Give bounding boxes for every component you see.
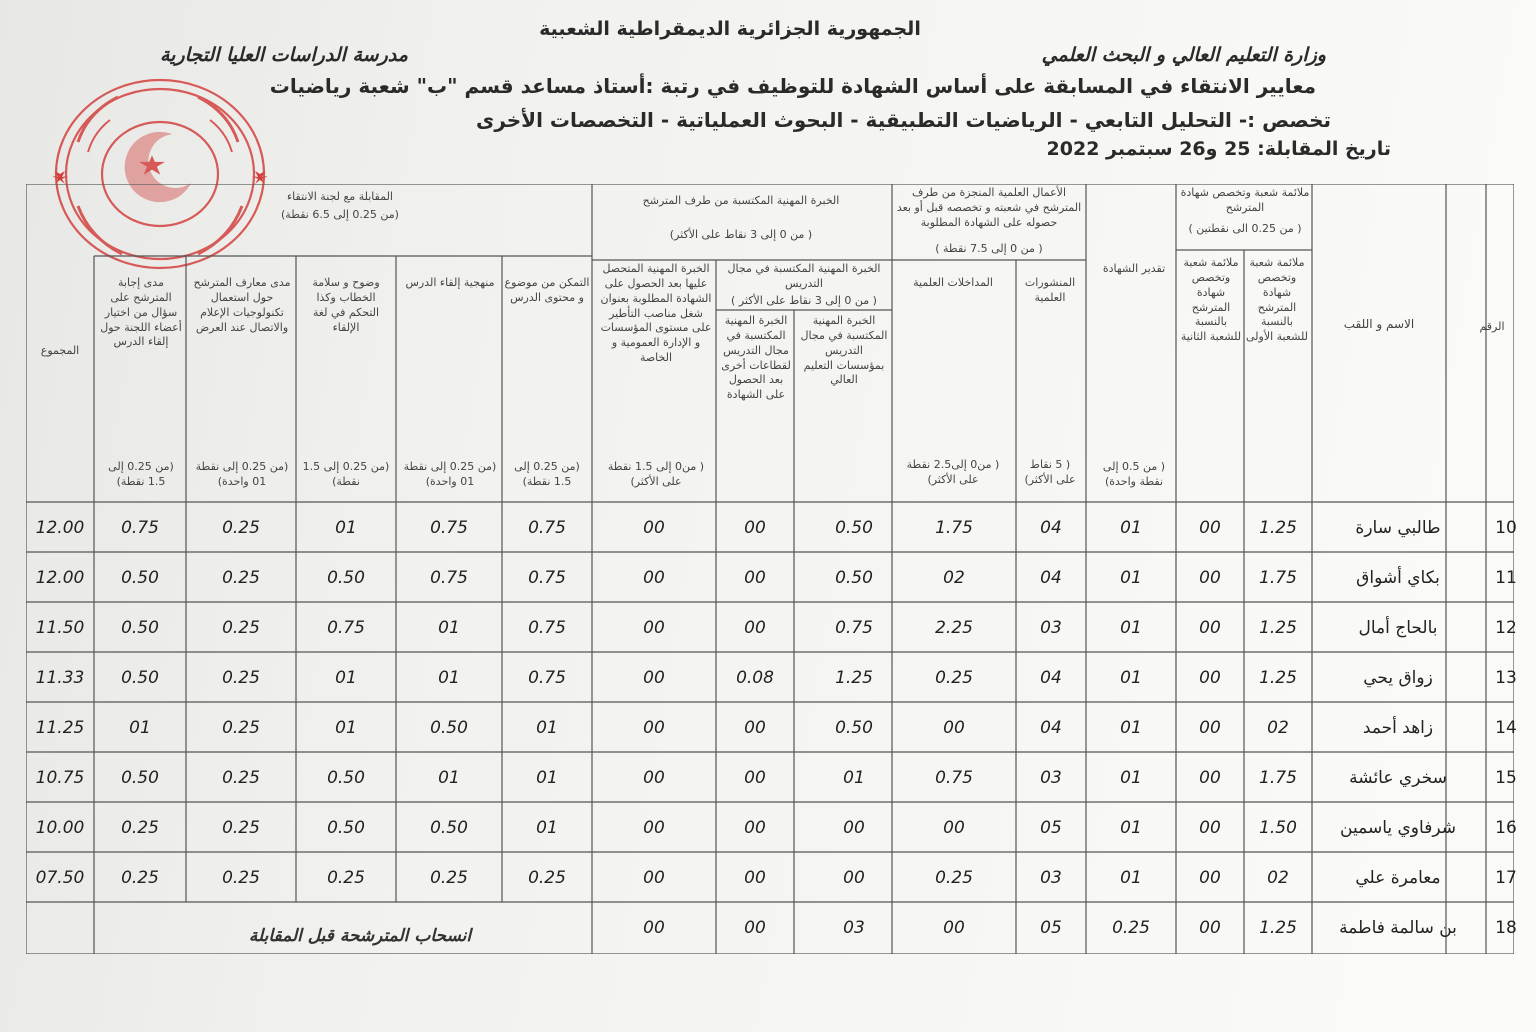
score-teach-other: 00 (744, 818, 766, 838)
score-rel1: 1.25 (1259, 518, 1297, 538)
score-pub: 03 (1040, 868, 1062, 888)
candidate-number: 15 (1495, 768, 1517, 788)
score-rel1: 1.50 (1259, 818, 1297, 838)
score-inter: 00 (943, 918, 965, 938)
score-grade: 01 (1120, 768, 1142, 788)
candidate-name: سخري عائشة (1349, 768, 1447, 788)
score-grade: 01 (1120, 868, 1142, 888)
candidate-number: 16 (1495, 818, 1517, 838)
score-inter: 00 (943, 718, 965, 738)
score-prof: 00 (643, 668, 665, 688)
score-inter: 0.25 (935, 868, 973, 888)
score-pub: 04 (1040, 518, 1062, 538)
col-interview-range: (من 0.25 إلى 6.5 نقطة) (281, 208, 399, 221)
candidate-number: 18 (1495, 918, 1517, 938)
withdrawn-note: انسحاب المترشحة قبل المقابلة (248, 926, 472, 946)
candidate-number: 17 (1495, 868, 1517, 888)
col-experience-group: الخبرة المهنية المكتسبة من طرف المترشح (642, 194, 840, 207)
col-publications: المنشورات العلمية (1024, 276, 1076, 304)
col-grade: تقدير الشهادة (1102, 262, 1166, 275)
score-prof: 00 (643, 918, 665, 938)
score-method: 01 (438, 768, 460, 788)
score-inter: 00 (943, 818, 965, 838)
col-clarity: وضوح و سلامة الخطاب وكذا التحكم في لغة الإلقاء (312, 276, 380, 334)
score-method: 0.75 (430, 568, 468, 588)
score-total: 10.75 (35, 768, 85, 788)
score-teach-other: 00 (744, 568, 766, 588)
score-total: 11.50 (35, 618, 85, 638)
col-name: الاسم و اللقب (1343, 317, 1415, 331)
score-ict: 0.25 (222, 618, 260, 638)
score-teach-high: 0.50 (835, 718, 873, 738)
candidate-number: 10 (1495, 518, 1517, 538)
score-mastery: 0.75 (528, 518, 566, 538)
col-relevance-second: ملائمة شعبة وتخصص شهادة المترشح بالنسبة للشعبة الثانية (1180, 256, 1242, 344)
score-rel2: 00 (1199, 618, 1221, 638)
score-ict: 0.25 (222, 868, 260, 888)
score-method: 0.25 (430, 868, 468, 888)
score-clarity: 01 (335, 518, 357, 538)
score-answers: 01 (129, 718, 151, 738)
col-publications-range: ( 5 نقاط على الأكثر) (1024, 458, 1076, 486)
col-relevance-first: ملائمة شعبة وتخصص شهادة المترشح بالنسبة للشعبة الأولى (1246, 256, 1308, 344)
score-rel2: 00 (1199, 518, 1221, 538)
score-total: 11.25 (35, 718, 85, 738)
col-teaching-higher: الخبرة المهنية المكتسبة في مجال التدريس بمؤسسات التعليم العالي (800, 314, 888, 387)
score-rel2: 00 (1199, 768, 1221, 788)
score-method: 0.50 (430, 818, 468, 838)
score-pub: 04 (1040, 668, 1062, 688)
score-answers: 0.25 (121, 868, 159, 888)
score-rel2: 00 (1199, 668, 1221, 688)
score-clarity: 0.50 (327, 768, 365, 788)
score-clarity: 0.75 (327, 618, 365, 638)
col-professional: الخبرة المهنية المتحصل عليها بعد الحصول على الشهادة المطلوبة بعنوان شغل مناصب التأطير على مستوى المؤسسات و الإدارة العمومية و الخاصة (600, 262, 712, 365)
score-rel1: 1.75 (1259, 768, 1297, 788)
score-rel1: 1.25 (1259, 618, 1297, 638)
col-teaching-other: الخبرة المهنية المكتسبة في مجال التدريس لقطاعات أخرى بعد الحصول على الشهادة (721, 314, 791, 402)
interview-date: تاريخ المقابلة: 25 و26 سبتمبر 2022 (1046, 138, 1391, 160)
score-teach-high: 01 (843, 768, 865, 788)
score-mastery: 0.75 (528, 568, 566, 588)
col-total: المجموع (40, 344, 80, 357)
score-rel1: 1.75 (1259, 568, 1297, 588)
col-relevance-group: ملائمة شعبة وتخصص شهادة المترشح (1180, 186, 1310, 214)
candidate-name: طالبي سارة (1355, 518, 1441, 538)
score-inter: 2.25 (935, 618, 973, 638)
col-answers: مدى إجابة المترشح على سؤال من اختيار أعضاء اللجنة حول إلقاء الدرس (100, 276, 182, 349)
col-professional-range: ( من0 إلى 1.5 نقطة على الأكثر) (607, 460, 705, 488)
col-answers-range: (من 0.25 إلى 1.5 نقطة) (108, 460, 174, 488)
candidate-name: بن سالمة فاطمة (1339, 918, 1457, 938)
score-ict: 0.25 (222, 668, 260, 688)
score-rel2: 00 (1199, 868, 1221, 888)
score-pub: 05 (1040, 818, 1062, 838)
score-prof: 00 (643, 818, 665, 838)
score-answers: 0.75 (121, 518, 159, 538)
score-mastery: 0.75 (528, 668, 566, 688)
col-mastery-range: (من 0.25 إلى 1.5 نقطة) (514, 460, 580, 488)
score-clarity: 01 (335, 718, 357, 738)
score-prof: 00 (643, 768, 665, 788)
score-rel1: 02 (1267, 718, 1289, 738)
col-clarity-range: (من 0.25 إلى 1.5 نقطة) (302, 460, 390, 488)
score-teach-other: 00 (744, 618, 766, 638)
score-teach-high: 1.25 (835, 668, 873, 688)
ministry-title: وزارة التعليم العالي و البحث العلمي (1041, 44, 1326, 66)
score-prof: 00 (643, 618, 665, 638)
score-grade: 01 (1120, 518, 1142, 538)
score-prof: 00 (643, 568, 665, 588)
score-grade: 01 (1120, 818, 1142, 838)
score-total: 10.00 (35, 818, 85, 838)
score-inter: 1.75 (935, 518, 973, 538)
score-method: 0.50 (430, 718, 468, 738)
candidate-name: زاهد أحمد (1362, 718, 1434, 738)
score-teach-other: 00 (744, 868, 766, 888)
score-pub: 03 (1040, 768, 1062, 788)
candidate-name: بكاي أشواق (1356, 568, 1440, 588)
score-mastery: 0.25 (528, 868, 566, 888)
col-experience-range: ( من 0 إلى 3 نقاط على الأكثر) (669, 228, 813, 241)
score-method: 01 (438, 618, 460, 638)
score-clarity: 01 (335, 668, 357, 688)
score-answers: 0.50 (121, 668, 159, 688)
score-mastery: 01 (536, 768, 558, 788)
score-rel1: 02 (1267, 868, 1289, 888)
col-num: الرقم (1479, 320, 1505, 333)
score-clarity: 0.25 (327, 868, 365, 888)
col-interventions: المداخلات العلمية (913, 276, 993, 289)
col-teaching-group: الخبرة المهنية المكتسبة في مجال التدريس (727, 262, 881, 290)
score-teach-other: 00 (744, 718, 766, 738)
score-teach-high: 03 (843, 918, 865, 938)
score-teach-other: 00 (744, 518, 766, 538)
score-teach-high: 00 (843, 818, 865, 838)
score-ict: 0.25 (222, 818, 260, 838)
score-rel2: 00 (1199, 818, 1221, 838)
score-answers: 0.25 (121, 818, 159, 838)
score-rel1: 1.25 (1259, 668, 1297, 688)
score-mastery: 01 (536, 718, 558, 738)
score-total: 11.33 (35, 668, 85, 688)
col-interview-group: المقابلة مع لجنة الانتقاء (287, 190, 393, 203)
score-clarity: 0.50 (327, 818, 365, 838)
score-total: 12.00 (35, 518, 85, 538)
candidate-name: شرفاوي ياسمين (1340, 818, 1456, 838)
score-teach-other: 00 (744, 918, 766, 938)
score-prof: 00 (643, 718, 665, 738)
score-ict: 0.25 (222, 718, 260, 738)
score-ict: 0.25 (222, 768, 260, 788)
candidate-name: زواق يحي (1363, 668, 1433, 688)
score-rel2: 00 (1199, 718, 1221, 738)
specialties-line: تخصص :- التحليل التابعي - الرياضيات التطبيقية - البحوث العملياتية - التخصصات الأخرى (476, 108, 1331, 132)
score-pub: 04 (1040, 568, 1062, 588)
score-grade: 01 (1120, 718, 1142, 738)
score-prof: 00 (643, 518, 665, 538)
score-answers: 0.50 (121, 768, 159, 788)
score-answers: 0.50 (121, 568, 159, 588)
score-method: 0.75 (430, 518, 468, 538)
score-teach-high: 0.50 (835, 568, 873, 588)
col-mastery: التمكن من موضوع و محتوى الدرس (504, 276, 590, 304)
candidate-number: 13 (1495, 668, 1517, 688)
score-teach-other: 0.08 (736, 668, 774, 688)
score-mastery: 0.75 (528, 618, 566, 638)
candidate-name: معامرة علي (1355, 868, 1441, 888)
col-interventions-range: ( من0 إلى2.5 نقطة على الأكثر) (906, 458, 1000, 486)
score-total: 07.50 (35, 868, 85, 888)
score-ict: 0.25 (222, 568, 260, 588)
score-inter: 0.25 (935, 668, 973, 688)
score-clarity: 0.50 (327, 568, 365, 588)
score-pub: 03 (1040, 618, 1062, 638)
col-method-range: (من 0.25 إلى نقطة 01 واحدة) (403, 460, 497, 488)
score-prof: 00 (643, 868, 665, 888)
score-inter: 0.75 (935, 768, 973, 788)
republic-title: الجمهورية الجزائرية الديمقراطية الشعبية (539, 18, 921, 40)
score-rel2: 00 (1199, 568, 1221, 588)
col-works-range: ( من 0 إلى 7.5 نقطة ) (935, 242, 1043, 255)
candidate-number: 12 (1495, 618, 1517, 638)
score-inter: 02 (943, 568, 965, 588)
score-grade: 0.25 (1112, 918, 1150, 938)
col-teaching-range: ( من 0 إلى 3 نقاط على الأكثر ) (731, 294, 877, 307)
candidate-number: 14 (1495, 718, 1517, 738)
col-grade-range: ( من 0.5 إلى نقطة واحدة) (1102, 460, 1166, 488)
score-total: 12.00 (35, 568, 85, 588)
criteria-title: معايير الانتقاء في المسابقة على أساس الشهادة للتوظيف في رتبة :أستاذ مساعد قسم "ب" شعبة رياضيات (269, 74, 1316, 98)
score-teach-other: 00 (744, 768, 766, 788)
score-grade: 01 (1120, 668, 1142, 688)
candidate-name: بالحاج أمال (1358, 618, 1438, 638)
score-mastery: 01 (536, 818, 558, 838)
score-ict: 0.25 (222, 518, 260, 538)
score-method: 01 (438, 668, 460, 688)
score-answers: 0.50 (121, 618, 159, 638)
score-rel2: 00 (1199, 918, 1221, 938)
score-grade: 01 (1120, 568, 1142, 588)
col-works-group: الأعمال العلمية المنجزة من طرف المترشح في شعبته و تخصصه قبل أو بعد حصوله على الشهادة المطلوبة (896, 186, 1082, 229)
score-teach-high: 0.50 (835, 518, 873, 538)
score-pub: 05 (1040, 918, 1062, 938)
col-method: منهجية إلقاء الدرس (405, 276, 495, 289)
school-title: مدرسة الدراسات العليا التجارية (160, 44, 408, 66)
candidate-number: 11 (1495, 568, 1517, 588)
score-teach-high: 0.75 (835, 618, 873, 638)
col-ict: مدى معارف المترشح حول استعمال تكنولوجيات الإعلام والاتصال عند العرض (193, 276, 291, 334)
col-relevance-range: ( من 0.25 الى نقطتين ) (1188, 222, 1302, 235)
score-teach-high: 00 (843, 868, 865, 888)
score-grade: 01 (1120, 618, 1142, 638)
score-pub: 04 (1040, 718, 1062, 738)
score-rel1: 1.25 (1259, 918, 1297, 938)
col-ict-range: (من 0.25 إلى نقطة 01 واحدة) (195, 460, 289, 488)
